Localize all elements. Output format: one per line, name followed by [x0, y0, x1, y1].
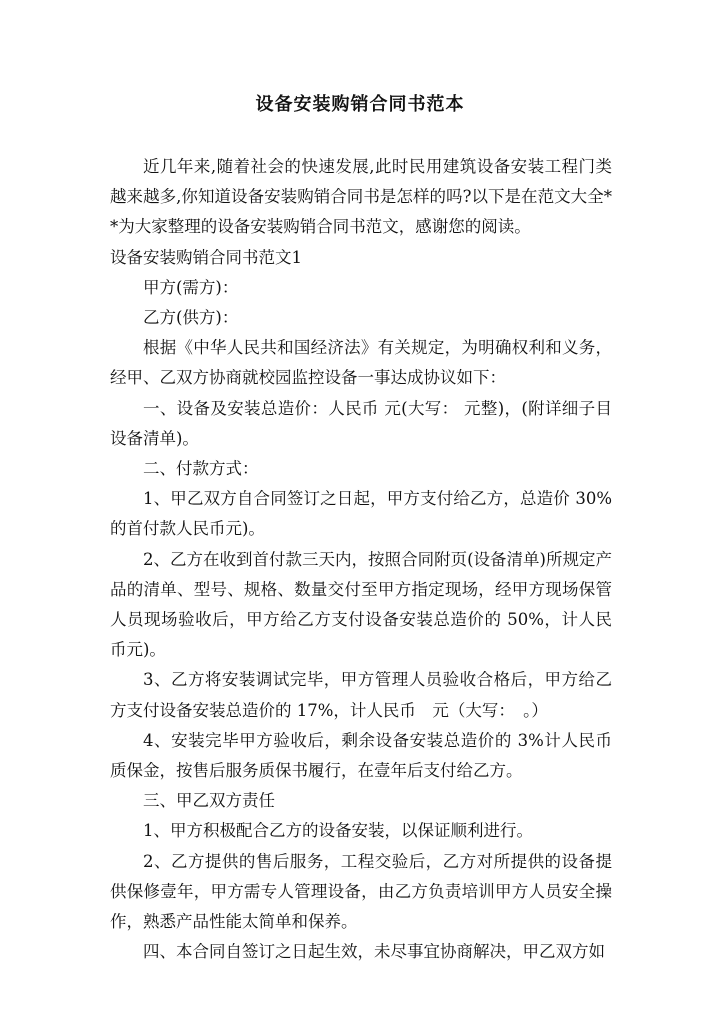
document-body [110, 152, 612, 967]
clause-2-heading: 二、付款方式： [143, 459, 259, 479]
payment-item-1: 1、甲乙双方自合同签订之日起，甲方支付给乙方，总造价 30%的首付款人民币元)。 [110, 489, 612, 539]
section-heading: 设备安装购销合同书范文1 [110, 247, 302, 267]
party-b-line: 乙方(供方)： [143, 308, 239, 328]
clause-4: 四、本合同自签订之日起生效，未尽事宜协商解决，甲乙双方如 [143, 942, 605, 962]
responsibility-item-1: 1、甲方积极配合乙方的设备安装，以保证顺利进行。 [143, 821, 533, 841]
document-title: 设备安装购销合同书范本 [255, 94, 465, 115]
clause-3-heading: 三、甲乙双方责任 [143, 791, 275, 811]
party-a-line: 甲方(需方)： [143, 277, 239, 297]
payment-item-2: 2、乙方在收到首付款三天内，按照合同附页(设备清单)所规定产品的清单、型号、规格、数量交付至甲方指定现场，经甲方现场保管人员现场验收后，甲方给乙方支付设备安装总造价的 50%，计人民币元)。 [110, 549, 612, 660]
paragraph-intro: 近几年来,随着社会的快速发展,此时民用建筑设备安装工程门类越来越多,你知道设备安装购销合同书是怎样的吗?以下是在范文大全**为大家整理的设备安装购销合同书范文，感谢您的阅读。 [110, 157, 612, 237]
clause-1: 一、设备及安装总造价：人民币 元(大写： 元整)，(附详细子目设备清单)。 [110, 398, 612, 448]
payment-item-4: 4、安装完毕甲方验收后，剩余设备安装总造价的 3%计人民币质保金，按售后服务质保书履行，在壹年后支付给乙方。 [110, 730, 612, 781]
payment-item-3: 3、乙方将安装调试完毕，甲方管理人员验收合格后，甲方给乙方支付设备安装总造价的 17%，计人民币 元（大写： 。） [110, 670, 612, 720]
paragraph-preamble: 根据《中华人民共和国经济法》有关规定，为明确权利和义务，经甲、乙双方协商就校园监控设备一事达成协议如下： [110, 338, 612, 388]
responsibility-item-2: 2、乙方提供的售后服务，工程交验后，乙方对所提供的设备提供保修壹年，甲方需专人管理设备，由乙方负责培训甲方人员安全操作，熟悉产品性能太简单和保养。 [110, 851, 612, 932]
